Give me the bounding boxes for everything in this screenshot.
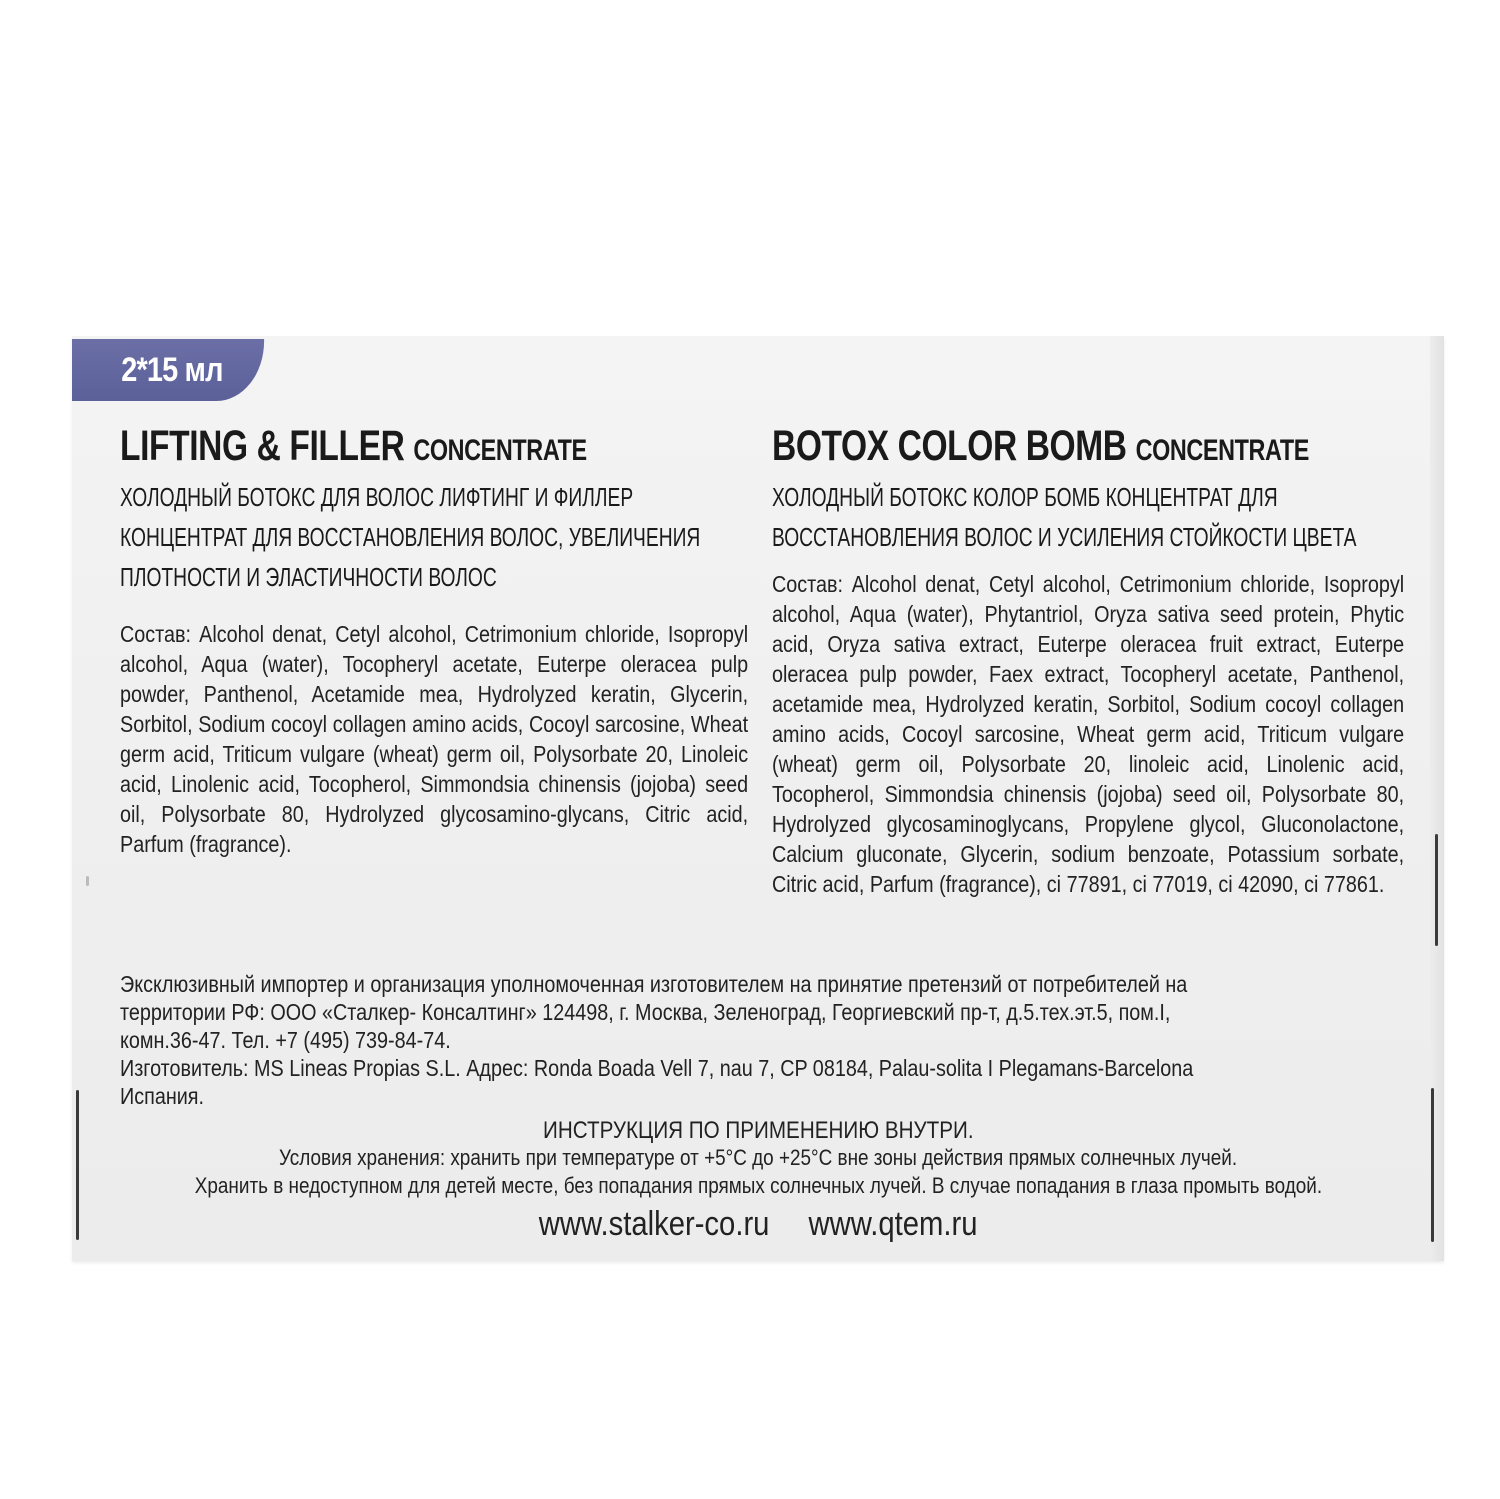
description-line: ХОЛОДНЫЙ БОТОКС КОЛОР БОМБ КОНЦЕНТРАТ ДЛЯ	[772, 482, 1278, 512]
volume-label: 2*15 мл	[121, 351, 223, 389]
safety-text: Хранить в недоступном для детей месте, без попадания прямых солнечных лучей. В случае попадания в глаза промыть водой.	[194, 1173, 1322, 1198]
product-description	[772, 477, 1357, 557]
website-links	[72, 1202, 1444, 1246]
product-name: BOTOX COLOR BOMB	[772, 422, 1127, 470]
box-flap-edge-right-upper	[1435, 834, 1438, 946]
website-link-qtem[interactable]: www.qtem.ru	[808, 1205, 978, 1243]
product-title	[772, 422, 1309, 475]
product-description	[120, 477, 701, 597]
box-flap-notch	[86, 876, 89, 886]
product-name: LIFTING & FILLER	[120, 422, 405, 470]
product-column-color-bomb	[772, 422, 1404, 899]
description-line: ХОЛОДНЫЙ БОТОКС ДЛЯ ВОЛОС ЛИФТИНГ И ФИЛЛЕР	[120, 482, 634, 512]
instructions-note	[72, 1116, 1444, 1146]
ingredients-text: Состав: Alcohol denat, Cetyl alcohol, Cetrimonium chloride, Isopropyl alcohol, Aqua (water), Phytantriol, Oryza sativa seed protein, Phytic acid, Oryza sativa extract, Euterpe oleracea fruit extract, Euterpe oleracea pulp powder, Faex extract, Tocopheryl acetate, Panthenol, acetamide mea, Hydrolyzed keratin, Sorbitol, Sodium cocoyl collagen amino acids, Cocoyl sarcosine, Wheat germ acid, Triticum vulgare (wheat) germ oil, Polysorbate 20, linoleic acid, Linolenic acid, Tocopherol, Simmondsia chinensis (jojoba) seed oil, Polysorbate 80, Hydrolyzed glycosaminoglycans, Propylene glycol, Gluconolactone, Calcium gluconate, Glycerin, sodium benzoate, Potassium sorbate, Citric acid, Parfum (fragrance), ci 77891, ci 77019, ci 42090, ci 77861.	[772, 571, 1405, 897]
website-link-stalker[interactable]: www.stalker-co.ru	[538, 1205, 770, 1243]
product-name-suffix: CONCENTRATE	[413, 434, 587, 467]
importer-line: Эксклюзивный импортер и организация уполномоченная изготовителем на принятие претензий от потребителей на	[120, 971, 1188, 997]
importer-info	[120, 970, 1410, 1110]
importer-line: комн.36-47. Тел. +7 (495) 739-84-74.	[120, 1027, 451, 1053]
volume-badge	[72, 339, 264, 401]
importer-line: территории РФ: ООО «Сталкер- Консалтинг» 124498, г. Москва, Зеленоград, Георгиевский пр-т, д.5.тех.эт.5, пом.I,	[120, 999, 1171, 1025]
safety-note	[72, 1172, 1444, 1200]
storage-conditions	[72, 1144, 1444, 1172]
manufacturer-line: Изготовитель: MS Lineas Propias S.L. Адрес: Ronda Boada Vell 7, nau 7, CP 08184, Palau-solita I Plegamans-Barcelona	[120, 1055, 1194, 1081]
ingredients-list	[120, 619, 748, 859]
description-line: КОНЦЕНТРАТ ДЛЯ ВОССТАНОВЛЕНИЯ ВОЛОС, УВЕЛИЧЕНИЯ	[120, 522, 701, 552]
manufacturer-country: Испания.	[120, 1083, 204, 1109]
ingredients-text: Состав: Alcohol denat, Cetyl alcohol, Cetrimonium chloride, Isopropyl alcohol, Aqua (water), Tocopheryl acetate, Euterpe oleracea pulp powder, Panthenol, Acetamide mea, Hydrolyzed keratin, Glycerin, Sorbitol, Sodium cocoyl collagen amino acids, Cocoyl sarcosine, Wheat germ acid, Triticum vulgare (wheat) germ oil, Polysorbate 20, Linoleic acid, Linolenic acid, Tocopherol, Simmondsia chinensis (jojoba) seed oil, Polysorbate 80, Hydrolyzed glycosamino-glycans, Citric acid, Parfum (fragrance).	[120, 621, 749, 857]
product-column-lifting-filler	[120, 422, 748, 859]
storage-text: Условия хранения: хранить при температуре от +5°C до +25°C вне зоны действия прямых солнечных лучей.	[278, 1145, 1238, 1170]
description-line: ВОССТАНОВЛЕНИЯ ВОЛОС И УСИЛЕНИЯ СТОЙКОСТИ ЦВЕТА	[772, 522, 1357, 552]
product-title	[120, 422, 610, 475]
ingredients-list	[772, 569, 1404, 899]
description-line: ПЛОТНОСТИ И ЭЛАСТИЧНОСТИ ВОЛОС	[120, 562, 497, 592]
product-box-back-panel	[72, 336, 1444, 1261]
product-name-suffix: CONCENTRATE	[1135, 434, 1309, 467]
instructions-text: ИНСТРУКЦИЯ ПО ПРИМЕНЕНИЮ ВНУТРИ.	[542, 1117, 974, 1144]
